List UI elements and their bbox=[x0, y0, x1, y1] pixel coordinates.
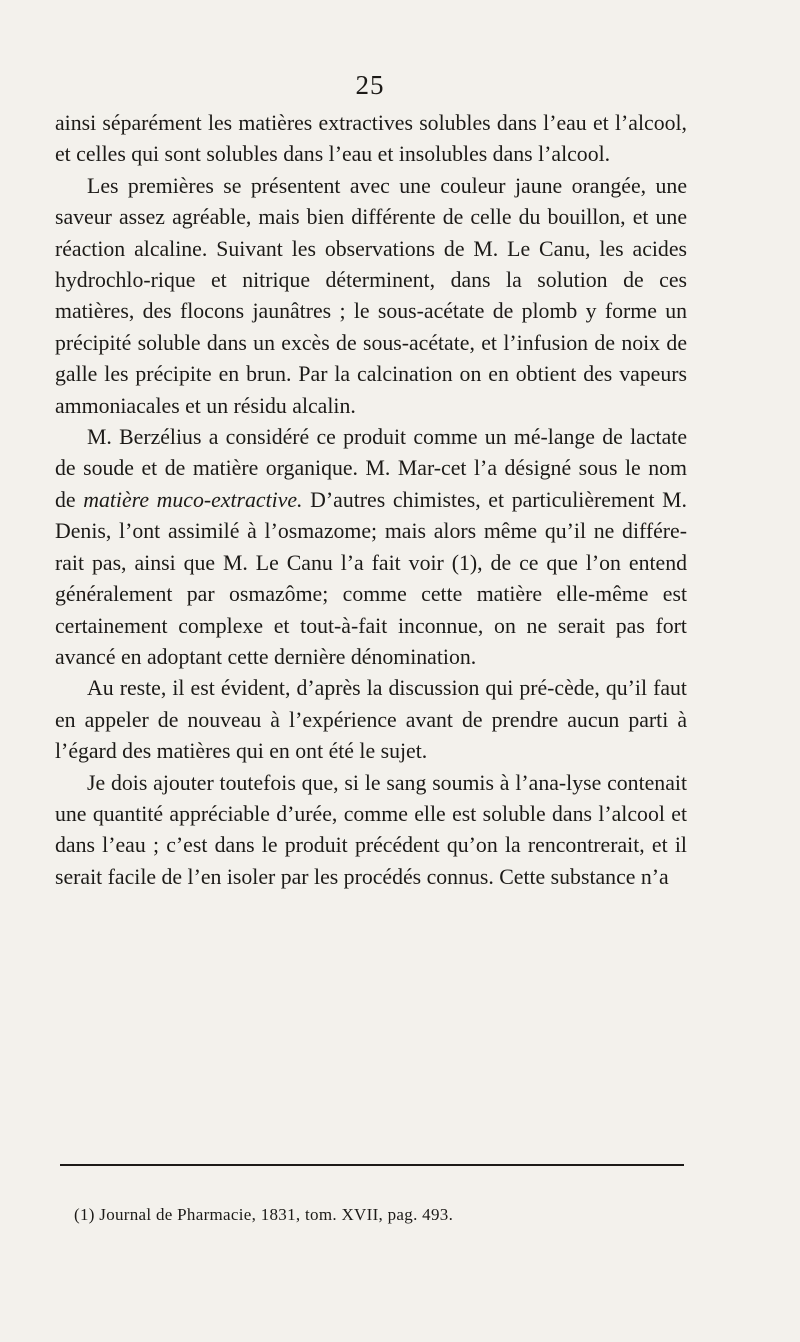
body-text bbox=[55, 108, 687, 893]
paragraph-premieres: Les premières se présentent avec une couleur jaune orangée, une saveur assez agréable, mais bien différente de celle du bouillon, et une réaction alcaline. Suivant les observations de M. Le Canu, les acides hydrochlo-rique et nitrique déterminent, dans la solution de ces matières, des flocons jaunâtres ; le sous-acétate de plomb y forme un précipité soluble dans un excès de sous-acétate, et l’infusion de noix de galle les précipite en brun. Par la calcination on en obtient des vapeurs ammoniacales et un résidu alcalin. bbox=[55, 173, 687, 418]
paragraph-continuation: ainsi séparément les matières extractives solubles dans l’eau et l’alcool, et celles qui sont solubles dans l’eau et insolubles dans l’alcool. bbox=[55, 111, 687, 167]
footnote: (1) Journal de Pharmacie, 1831, tom. XVII, pag. 493. bbox=[74, 1205, 454, 1224]
paragraph-au-reste: Au reste, il est évident, d’après la discussion qui pré-cède, qu’il faut en appeler de nouveau à l’expérience avant de prendre aucun parti à l’égard des matières qui en ont été le sujet. bbox=[55, 676, 687, 764]
footnote-divider bbox=[60, 1164, 684, 1166]
paragraph-berzelius-text-a: M. Berzélius a considéré ce produit comme un mé-lange de lactate de soude et de matière organique. M. Mar-cet l’a désigné sous le nom de bbox=[55, 425, 687, 512]
paragraph-je-dois: Je dois ajouter toutefois que, si le sang soumis à l’ana-lyse contenait une quantité appréciable d’urée, comme elle est soluble dans l’alcool et dans l’eau ; c’est dans le produit précédent qu’on la rencontrerait, et il serait facile de l’en isoler par les procédés connus. Cette substance n’a bbox=[55, 770, 687, 889]
page-number: 25 bbox=[355, 70, 385, 100]
italic-term: matière muco-extractive. bbox=[83, 487, 303, 512]
paragraph-berzelius-text-b: D’autres chimistes, et particulièrement M. Denis, l’ont assimilé à l’osmazome; mais alors même qu’il ne différe-rait pas, ainsi que M. Le Canu l’a fait voir (1), de ce que l’on entend généralement par osmazôme; comme cette matière elle-même est certainement complexe et tout-à-fait inconnue, on ne serait pas fort avancé en adoptant cette dernière dénomination. bbox=[55, 487, 687, 669]
paragraph-berzelius bbox=[55, 422, 687, 673]
